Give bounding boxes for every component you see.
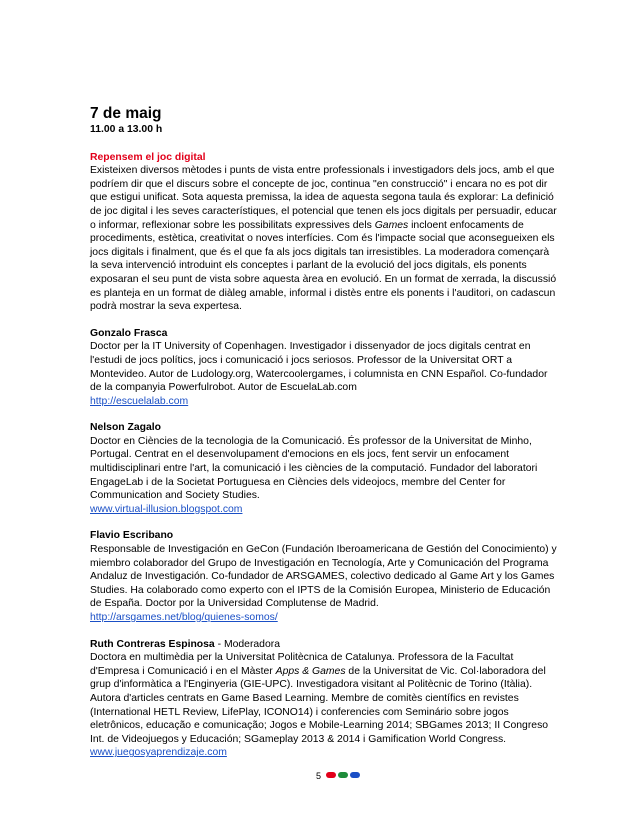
page-footer [290, 770, 370, 784]
moderator-name: Ruth Contreras Espinosa [90, 638, 215, 650]
speaker-bio: Doctor per la IT University of Copenhagen. Investigador i dissenyador de jocs digitals centrat en l'estudi de jocs polítics, jocs i comunicació i jocs seriosos. Professor de la Universitat ORT a Montevideo. Autor de Ludology.org, Watercoolergames, i columnista en CNN Español. Co-fundador de la companyia Powerfulrobot. Autor de EscuelaLab.com [90, 341, 548, 394]
moderator-bio-emphasis: Apps & Games [275, 665, 346, 677]
session-description-emphasis: Games [374, 219, 409, 231]
footer-dot-blue [350, 772, 360, 778]
moderator-bio-text-end: de la Universitat de Vic. Col·laboradora del grup d'informàtica a l'Enginyeria (GIE-UPC). Investigadora visitant al Politècnic de Torino (Itàlia). Autora d'articles centrats en Game Based Learning. Membre de comitès científics en revistes (International HETL Review, LifePlay, ICONO14) i conferencies com Seminário sobre jogos eletrônicos, educação e comunicação; Jogos e Mobile-Learning 2014; SBGames 2013; II Congreso Int. de Videojuegos y Educación; SGameplay 2013 & 2014 i Gamification World Congress. [90, 665, 549, 745]
speaker-gonzalo-frasca [90, 327, 560, 409]
footer-dot-green [338, 772, 348, 778]
page-number: 5 [316, 771, 322, 781]
moderator-ruth-contreras [90, 638, 560, 760]
moderator-bio [90, 651, 560, 746]
footer-dot-red [326, 772, 336, 778]
session-description-text-end: incloent enfocaments de procediments, estètica, creativitat o noves interfícies. Com és l'impacte social que aconsegueixen els jocs digitals i finalment, que és el que fa als jocs digitals tan irresistibles. La moderadora començarà la seva intervenció introduint els conceptes i parlant de la evolució del jocs digitals, els ponents exposaran el seu punt de vista sobre aquesta àrea en evolució. En un format de xerrada, la discussió es planteja en un format de diàleg amable, informal i distès entre els ponents i l'auditori, on cadascun podrà mostrar la seva expertesa. [90, 219, 557, 313]
session-description [90, 164, 560, 314]
moderator-role: - Moderadora [214, 638, 280, 650]
session-description-text: Existeixen diversos mètodes i punts de vista entre professionals i investigadors dels jocs, amb el que podríem dir que el discurs sobre el concepte de joc, continua "en construcció" i encara no es pot dir que estigui unificat. Sota aquesta premissa, la idea de aquesta segona taula és explorar: La definició de joc digital i les seves característiques, el potencial que tenen els jocs digitals per persuadir, educar o informar, reflexionar sobre les possibilitats expressives dels [90, 165, 557, 231]
speaker-name: Nelson Zagalo [90, 422, 162, 434]
speaker-bio: Doctor en Ciències de la tecnologia de la Comunicació. És professor de la Universitat de Minho, Portugal. Centrat en el desenvolupament d'emocions en els jocs, fent servir un enfocament multidisciplinari entre l'art, la comunicació i les ciències de la computació. Fundador del laboratori EngageLab i de la Societat Portuguesa en Ciències dels videojocs, membre del Center for Communication and Society Studies. [90, 435, 538, 502]
speaker-link[interactable]: http://arsgames.net/blog/quienes-somos/ [90, 612, 278, 623]
moderator-heading [90, 638, 560, 652]
moderator-bio-text: Doctora en multimèdia per la Universitat Politècnica de Catalunya. Professora de la Facultat d'Empresa i Comunicació i en el Màster [90, 652, 514, 677]
speaker-name: Gonzalo Frasca [90, 327, 168, 339]
speaker-link[interactable]: www.virtual-illusion.blogspot.com [90, 503, 243, 515]
footer-logo-dots [326, 772, 360, 778]
session-date: 7 de maig [90, 105, 162, 122]
session-time: 11.00 a 13.00 h [90, 124, 163, 135]
section-title: Repensem el joc digital [90, 151, 206, 163]
speaker-flavio-escribano [90, 529, 560, 624]
speaker-bio: Responsable de Investigación en GeCon (Fundación Iberoamericana de Gestión del Conocimiento) y miembro colaborador del Grupo de Investigación en Tecnología, Arte y Comunicación del Programa Andaluz de Investigación. Co-fundador de ARSGAMES, colectivo dedicado al Game Art y los Games Studies. Ha colaborado como experto con el IPTS de la Comisión Europea, Ministerio de Educación de España. Doctor por la Universidad Complutense de Madrid. [90, 544, 557, 610]
speaker-link[interactable]: http://escuelalab.com [90, 395, 189, 407]
speaker-nelson-zagalo [90, 421, 560, 516]
page-content [90, 105, 560, 760]
moderator-link[interactable]: www.juegosyaprendizaje.com [90, 747, 227, 759]
speaker-name: Flavio Escribano [90, 530, 174, 542]
